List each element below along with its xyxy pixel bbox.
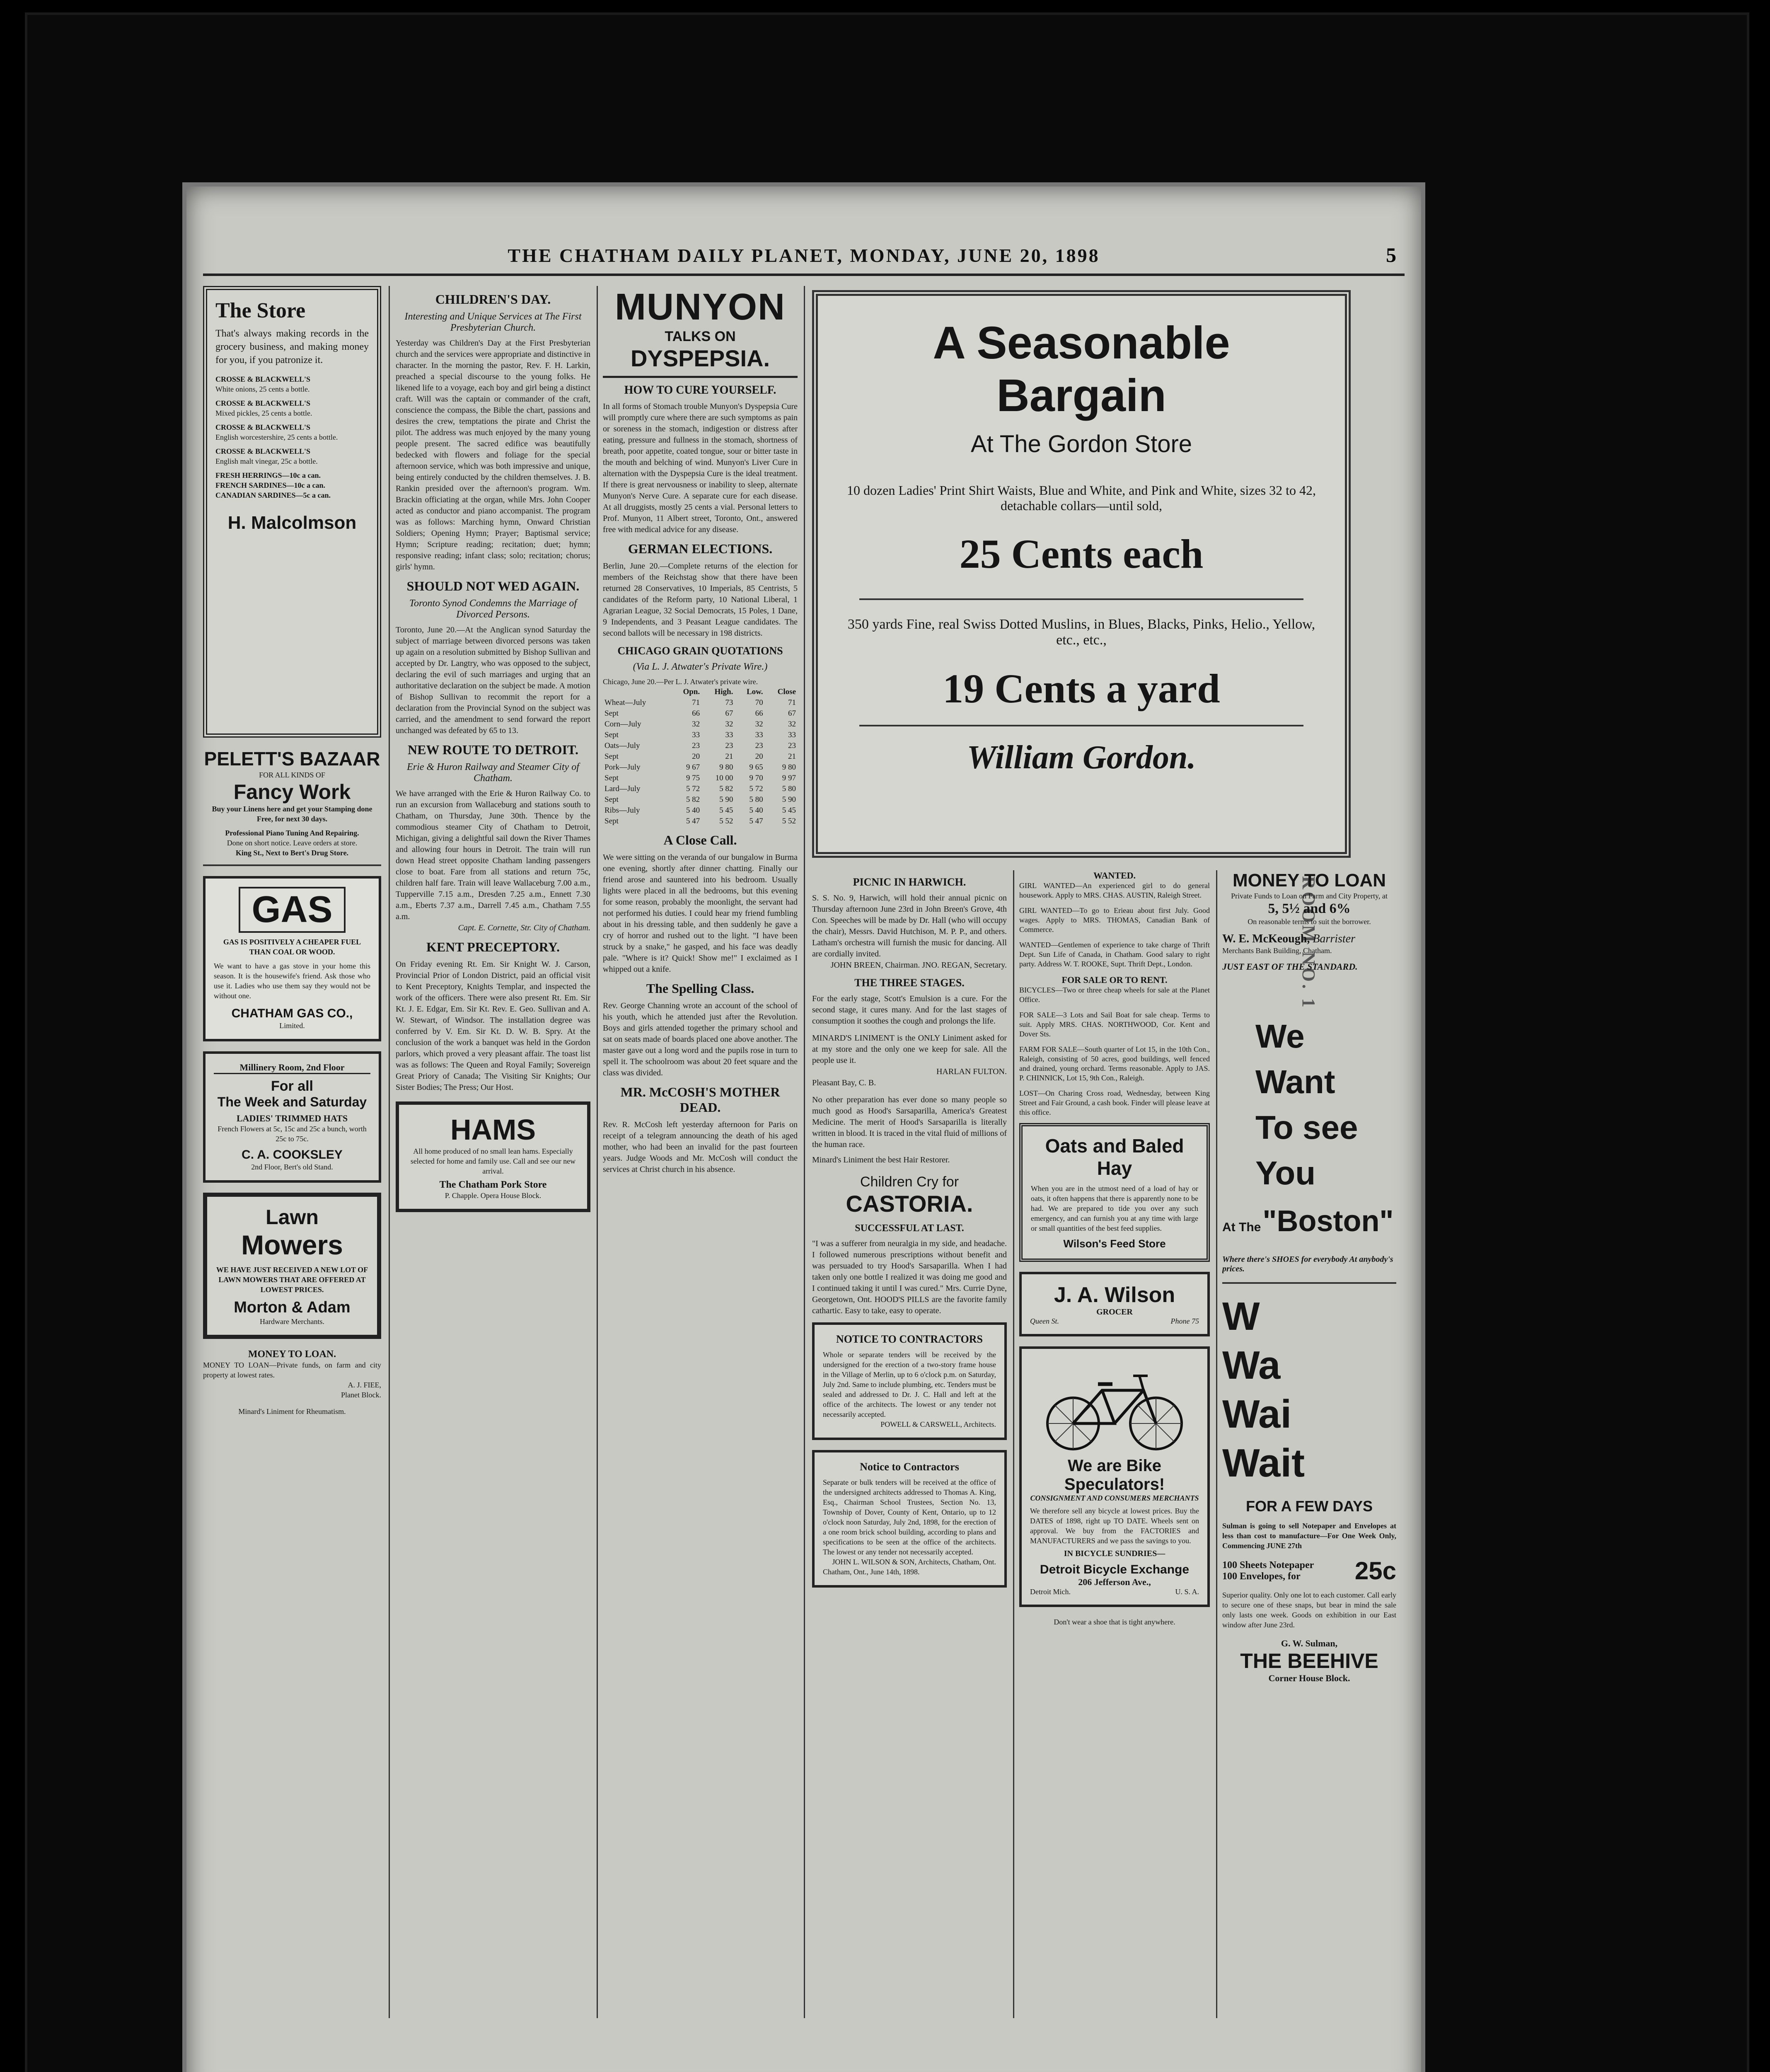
millinery-merchant: C. A. COOKSLEY	[242, 1148, 343, 1162]
table-cell: 20	[755, 752, 763, 761]
table-cell: 5 82	[719, 784, 733, 793]
table-cell: Sept	[605, 731, 619, 739]
store-item: Mixed pickles, 25 cents a bottle.	[215, 409, 312, 417]
table-cell: 5 80	[782, 784, 796, 793]
minard-place: Pleasant Bay, C. B.	[812, 1078, 876, 1087]
loan-address: Merchants Bank Building, Chatham.	[1222, 946, 1332, 955]
wait-price: 25c	[1354, 1557, 1396, 1585]
millinery-text: French Flowers at 5c, 15c and 25c a bunch, worth 25c to 75c.	[218, 1125, 367, 1143]
sale-item: FARM FOR SALE—South quarter of Lot 15, in the 10th Con., Raleigh, consisting of 50 acres, good buildings, well fenced and drained, young orchard. Terms reasonable. Apply to JAS. P. CHINNICK, Lot 15, 9th Con., Raleigh.	[1019, 1045, 1210, 1082]
loan-text: Private Funds to Loan on Farm and City Property, at	[1231, 892, 1388, 900]
grain-place: Chicago, June 20.—Per L. J. Atwater's private wire.	[603, 678, 758, 686]
oats-hay-ad	[1019, 1123, 1210, 1262]
oats-text: When you are in the utmost need of a load of hay or oats, it often happens that there is apparently none to be had. We are prepared to tide you over any such emergency, and can furnish you at any time with large or small quantities of the best feed supplies.	[1031, 1184, 1198, 1232]
hams-ad	[396, 1101, 590, 1212]
route-subhead: Erie & Huron Railway and Steamer City of Chatham.	[407, 762, 579, 784]
lawn-text: WE HAVE JUST RECEIVED A NEW LOT OF LAWN MOWERS THAT ARE OFFERED AT LOWEST PRICES.	[216, 1266, 368, 1294]
bargain-divider	[859, 598, 1303, 600]
table-cell: Pork—July	[605, 763, 641, 772]
minard-body: MINARD'S LINIMENT is the ONLY Liniment asked for at my store and the only one we keep for sale. All the people use it.	[812, 1034, 1007, 1065]
table-cell: Oats—July	[605, 741, 640, 750]
table-cell: 73	[725, 698, 733, 707]
notice2-headline: Notice to Contractors	[860, 1461, 959, 1473]
notice2-signature: JOHN L. WILSON & SON, Architects, Chatham, Ont.	[832, 1558, 996, 1566]
wait-offer-block	[1222, 1560, 1355, 1582]
bazaar-orders: Done on short notice. Leave orders at store.	[227, 839, 358, 847]
money-loan-small	[203, 1349, 381, 1416]
wilson-phone: Phone 75	[1170, 1317, 1199, 1325]
store-item: CROSSE & BLACKWELL'S	[215, 447, 311, 455]
table-cell: 9 65	[749, 763, 763, 772]
column-rule	[597, 286, 598, 2018]
table-cell: 5 82	[686, 795, 700, 804]
contractors-signature: POWELL & CARSWELL, Architects.	[880, 1420, 996, 1428]
hood-body: No other preparation has ever done so many people so much good as Hood's Sarsaparilla, America's Greatest Medicine. The merit of Hood's Sarsaparilla is literally written in blood. It is traced in the vital fluid of millions of the human race.	[812, 1095, 1007, 1149]
sale-item: BICYCLES—Two or three cheap wheels for sale at the Planet Office.	[1019, 986, 1210, 1004]
table-row	[603, 751, 798, 762]
table-row	[603, 794, 798, 805]
store-item: CROSSE & BLACKWELL'S	[215, 375, 311, 383]
bargain-line-2: 350 yards Fine, real Swiss Dotted Muslins, in Blues, Blacks, Pinks, Helio., Yellow, etc., etc.,	[847, 617, 1315, 648]
table-cell: 23	[692, 741, 700, 750]
munyon-topic: DYSPEPSIA.	[603, 345, 798, 378]
bargain-title: A Seasonable Bargain	[933, 317, 1230, 421]
table-cell: Corn—July	[605, 720, 641, 729]
sale-item: LOST—On Charing Cross road, Wednesday, between King Street and Fair Ground, a cash book. Finder will please leave at this office.	[1019, 1089, 1210, 1116]
table-cell: 9 70	[749, 774, 763, 782]
side-stamp: ROOM NO. 1	[1298, 876, 1319, 1010]
masthead-rule	[203, 274, 1405, 276]
bike-city: Detroit Mich.	[1030, 1588, 1071, 1596]
bike-note: Don't wear a shoe that is tight anywhere.	[1054, 1618, 1175, 1626]
munyon-talks: TALKS ON	[665, 329, 736, 344]
table-header: High.	[714, 687, 733, 696]
wilson-ad	[1019, 1272, 1210, 1336]
wanted-headline: WANTED.	[1093, 870, 1136, 881]
beehive-name: G. W. Sulman,	[1281, 1638, 1338, 1648]
table-cell: 33	[692, 731, 700, 739]
bike-exchange: Detroit Bicycle Exchange	[1040, 1563, 1190, 1576]
bike-subtitle: CONSIGNMENT AND CONSUMERS MERCHANTS	[1030, 1494, 1199, 1502]
route-body: We have arranged with the Erie & Huron Railway Co. to run an excursion from Wallaceburg and stations south to Chatham, on Thursday, June 30th. Thence by the commodious steamer City of Chatham to Detroit, Michigan, giving a delightful sail down the River Thames and allowing four hours in Detroit. The train will run down Head street opposite Chatham landing passengers close to boat. Fare from all stations and return 75c, children half fare. Train will leave Wallaceburg 7.00 a.m., Tupperville 7.15 a.m., Dresden 7.25 a.m., Ennett 7.30 a.m., Eberts 7.37 a.m., Darrell 7.45 a.m., Chatham 7.55 a.m.	[396, 789, 590, 921]
store-item: FRENCH SARDINES—10c a can.	[215, 481, 326, 489]
bike-sundries: IN BICYCLE SUNDRIES—	[1064, 1549, 1165, 1558]
store-item: CANADIAN SARDINES—5c a can.	[215, 491, 331, 499]
column-4	[812, 870, 1007, 2026]
success-headline: SUCCESSFUL AT LAST.	[855, 1223, 964, 1234]
table-cell: 66	[755, 709, 763, 718]
bike-address: 206 Jefferson Ave.,	[1078, 1577, 1151, 1587]
table-cell: 5 40	[686, 806, 700, 815]
wait-days: FOR A FEW DAYS	[1245, 1498, 1373, 1515]
table-cell: 23	[725, 741, 733, 750]
column-6	[1222, 870, 1396, 2026]
table-cell: Wheat—July	[605, 698, 646, 707]
wanted-item: GIRL WANTED—An experienced girl to do general housework. Apply to MRS. CHAS. AUSTIN, Raleigh Street.	[1019, 881, 1210, 899]
table-cell: 9 75	[686, 774, 700, 782]
table-header	[603, 687, 671, 697]
loan-barrister: Barrister	[1313, 932, 1355, 945]
wait-ad	[1222, 1292, 1396, 1684]
table-cell: 5 45	[782, 806, 796, 815]
store-item: FRESH HERRINGS—10c a can.	[215, 471, 321, 479]
notice2-date: Chatham, Ont., June 14th, 1898.	[823, 1568, 920, 1576]
oats-title: Oats and Baled Hay	[1045, 1135, 1184, 1179]
table-cell: 5 80	[749, 795, 763, 804]
wait-offer-row	[1222, 1556, 1396, 1585]
spell-body: Rev. George Channing wrote an account of the school of his youth, which he attended just after the Revolution. Boys and girls attended together the primary school and sat on seats made of boards placed one above another. The master gave out a long word and the pupils rose in turn to spell it. The schoolroom was about 20 feet square and the class was divided.	[603, 1001, 798, 1077]
loan-title: MONEY TO LOAN	[1233, 870, 1386, 891]
store-item: CROSSE & BLACKWELL'S	[215, 423, 311, 431]
beehive-address: Corner House Block.	[1268, 1673, 1350, 1683]
gas-limited: Limited.	[279, 1021, 305, 1030]
column-rule	[804, 286, 805, 2018]
table-cell: 21	[725, 752, 733, 761]
money-place: Planet Block.	[341, 1391, 381, 1399]
boston-name: "Boston"	[1262, 1205, 1394, 1238]
liniment-note: Minard's Liniment for Rheumatism.	[238, 1407, 346, 1416]
table-cell: 5 90	[782, 795, 796, 804]
table-row	[603, 697, 798, 708]
column-rule	[1013, 870, 1014, 2018]
table-row	[603, 741, 798, 751]
grain-subhead: (Via L. J. Atwater's Private Wire.)	[633, 661, 768, 672]
german-body: Berlin, June 20.—Complete returns of the election for members of the Reichstag show that there have been returned 28 Conservatives, 10 Imperials, 85 Centrists, 5 candidates of the Reform party, 10 National Liberal, 1 Agrarian League, 32 Social Democrats, 15 Poles, 1 Dane, 9 Independents, and 3 Peasant League candidates. The second ballots will be necessary in 198 districts.	[603, 562, 798, 638]
table-cell: 20	[692, 752, 700, 761]
bazaar-for: FOR ALL KINDS OF	[259, 771, 325, 779]
store-text: That's always making records in the grocery business, and making money for you, if you patronize it.	[215, 328, 369, 366]
picnic-headline: PICNIC IN HARWICH.	[853, 876, 966, 888]
gas-company: CHATHAM GAS CO.,	[231, 1007, 353, 1020]
minard-signature: HARLAN FULTON.	[936, 1067, 1007, 1076]
grain-table	[603, 687, 798, 827]
table-cell: 67	[725, 709, 733, 718]
boston-line: We	[1255, 1018, 1305, 1055]
bargain-store: At The Gordon Store	[970, 431, 1192, 457]
table-cell: Lard—July	[605, 784, 641, 793]
standard-note: JUST EAST OF THE STANDARD.	[1222, 961, 1358, 972]
oats-store: Wilson's Feed Store	[1063, 1237, 1166, 1250]
picnic-signature: JOHN BREEN, Chairman. JNO. REGAN, Secretary.	[830, 961, 1007, 970]
contractors-notice	[812, 1322, 1007, 1440]
wait-line: Wait	[1222, 1441, 1305, 1485]
loan-name-row	[1222, 932, 1396, 946]
table-cell: 5 40	[749, 806, 763, 815]
lawn-merchant: Morton & Adam	[234, 1299, 351, 1316]
millinery-for: For all	[271, 1078, 314, 1094]
table-cell: 5 72	[686, 784, 700, 793]
table-row	[603, 816, 798, 827]
hams-company: The Chatham Pork Store	[439, 1179, 547, 1190]
table-cell: 5 47	[749, 817, 763, 825]
gordon-bargain-ad	[812, 290, 1351, 858]
table-cell: 23	[788, 741, 796, 750]
lawn-title: Lawn	[266, 1205, 319, 1229]
table-cell: 5 72	[749, 784, 763, 793]
boston-ad	[1222, 1014, 1396, 1196]
mccosh-headline: MR. McCOSH'S MOTHER DEAD.	[620, 1084, 780, 1115]
lawn-mowers-ad	[203, 1193, 381, 1339]
bike-title: We are Bike Speculators!	[1064, 1457, 1165, 1493]
gas-text: We want to have a gas stove in your home this season. It is the housewife's friend. Ask those who use it. Ladies who use them say they would not be without one.	[214, 962, 370, 1000]
mccosh-body: Rev. R. McCosh left yesterday afternoon for Paris on receipt of a telegram announcing the death of his aged mother, who had been an invalid for the past fourteen years. Judge Woods and Mr. McCosh will conduct the services at Christ church in his absence.	[603, 1120, 798, 1174]
hams-text: All home produced of no small lean hams. Especially selected for home and family use. Call and see our new arrival.	[410, 1147, 576, 1175]
table-cell: Sept	[605, 817, 619, 825]
table-row	[603, 719, 798, 730]
bargain-divider	[859, 725, 1303, 726]
grain-table-body	[603, 697, 798, 827]
munyon-title: MUNYON	[615, 286, 786, 328]
money-title: MONEY TO LOAN.	[248, 1349, 336, 1360]
bazaar-tuning: Professional Piano Tuning And Repairing.	[225, 829, 359, 837]
boston-line: You	[1255, 1155, 1316, 1191]
sale-item: FOR SALE—3 Lots and Sail Boat for sale cheap. Terms to suit. Apply MRS. CHAS. NORTHWOOD, Cor. Kent and Dover Sts.	[1019, 1011, 1210, 1038]
bargain-line-1: 10 dozen Ladies' Print Shirt Waists, Blue and White, and Pink and White, sizes 32 to 42, detachable collars—until sold,	[847, 483, 1316, 513]
table-cell: 5 45	[719, 806, 733, 815]
bicycle-icon	[1040, 1361, 1189, 1452]
table-cell: 9 97	[782, 774, 796, 782]
wanted-item: GIRL WANTED—To go to Erieau about first July. Good wages. Apply to MRS. THOMAS, Canadian Bank of Commerce.	[1019, 906, 1210, 934]
bazaar-address: King St., Next to Bert's Drug Store.	[235, 849, 349, 857]
table-row	[603, 773, 798, 784]
column-5	[1019, 870, 1210, 2026]
money-text: MONEY TO LOAN—Private funds, on farm and city property at lowest rates.	[203, 1361, 381, 1379]
newspaper-page	[182, 182, 1425, 2072]
table-cell: 5 90	[719, 795, 733, 804]
page-number: 5	[1386, 243, 1396, 266]
lawn-merchant-sub: Hardware Merchants.	[260, 1317, 324, 1326]
millinery-title: Millinery Room, 2nd Floor	[214, 1062, 370, 1074]
column-rule	[1216, 870, 1217, 2018]
kent-body: On Friday evening Rt. Em. Sir Knight W. J. Carson, Provincial Prior of London District, paid an official visit to Kent Preceptory, Knights Templar, and inspected the work of the officers. There were also present Rt. Em. Sir Kt. J. E. Edgar, Em. Sir Kt. Rev. E. Geo. Sullivan and A. W. Stewart, of Windsor. The installation degree was conferred by V. Em. Sir Kt. D. W. B. Spry. At the conclusion of the work a banquet was held in the Gordon parlors, which proved a very pleasant affair. The toast list was as follows: The Queen and Royal Family; Sovereign Great Priory of Canada; The Visiting Sir Knights; Our Sister Bodies; The Press; Our Host.	[396, 960, 590, 1092]
childrens-headline: CHILDREN'S DAY.	[435, 292, 551, 307]
column-3	[603, 286, 798, 2026]
table-row	[603, 805, 798, 816]
wed-subhead: Toronto Synod Condemns the Marriage of Divorced Persons.	[409, 598, 577, 620]
table-cell: 5 52	[782, 817, 796, 825]
bike-text: We therefore sell any bicycle at lowest prices. Buy the DATES of 1898, right up TO DATE. Wheels sent on approval. We buy from the FACTORIES and MANUFACTURERS and we pass the savings to you.	[1030, 1507, 1199, 1545]
castoria-cry: Children Cry for	[860, 1174, 959, 1190]
childrens-body: Yesterday was Children's Day at the First Presbyterian church and the services were appropriate and distinctive in character. In the morning the pastor, Rev. F. H. Larkin, preached a special discourse to the young folks. He likened life to a voyage, each boy and girl being a distinct craft. Will was the captain or commander of the craft, conscience the compass, the Bible the chart, passions and desires the crew, temptations the pirate and Christ the pilot. The address was much enjoyed by the many young people present. The sacred edifice was beautifully bedecked with flowers and foliage for the special afternoon service, which was both impressive and unique, being entirely conducted by the children themselves. J. B. Rankin presided over the afternoon's program. Wm. Brackin officiating at the organ, while Mrs. John Cooper acted as conductor and piano accompanist. The program was as follows: Marching hymn, Onward Christian Soldiers; Opening Hymn; Prayer; Baptismal service; Hymn; Scripture reading; recitation; duet; hymn; responsive reading; infant class; solo; recitation; chorus; girls' hymn.	[396, 339, 590, 571]
table-cell: 33	[755, 731, 763, 739]
table-header: Low.	[746, 687, 763, 696]
munyon-cure: HOW TO CURE YOURSELF.	[624, 384, 776, 397]
wait-line: Wa	[1222, 1343, 1281, 1387]
castoria-title: CASTORIA.	[846, 1191, 973, 1217]
table-cell: 9 80	[782, 763, 796, 772]
wilson-address: Queen St.	[1030, 1317, 1059, 1325]
table-cell: 33	[725, 731, 733, 739]
contractors-notice-2	[812, 1450, 1007, 1588]
boston-tagline: Where there's SHOES for everybody At anybody's prices.	[1222, 1255, 1396, 1284]
sale-headline: FOR SALE OR TO RENT.	[1062, 975, 1168, 985]
store-signature: H. Malcolmson	[227, 513, 357, 533]
wait-offer-line: 100 Sheets Notepaper	[1222, 1559, 1314, 1571]
column-1	[203, 286, 381, 2026]
millinery-hats: LADIES' TRIMMED HATS	[236, 1113, 348, 1123]
table-row	[603, 762, 798, 773]
masthead: THE CHATHAM DAILY PLANET, MONDAY, JUNE 20, 1898	[508, 245, 1100, 266]
store-item: White onions, 25 cents a bottle.	[215, 385, 310, 393]
bargain-price-2: 19 Cents a yard	[943, 666, 1220, 712]
call-body: We were sitting on the veranda of our bungalow in Burma one evening, shortly after dinner chatting. Finally our friend arose and sauntered into his bedroom. Usually lights were placed in all the bedrooms, but this evening for some reason, probably the moonlight, the servant had not performed his duties. I could hear my friend fumbling about in his dressing table, and then suddenly he gave a cry of horror and rushed out to the light. "I have been struck by a snake," he gasped, and his face was deadly pale. "Where is it? Quick! Show me!" I exclaimed as I whipped out a knife.	[603, 853, 798, 974]
table-cell: Sept	[605, 774, 619, 782]
table-cell: 23	[755, 741, 763, 750]
table-header-row	[603, 687, 798, 697]
table-cell: Sept	[605, 795, 619, 804]
bike-ad	[1019, 1346, 1210, 1607]
table-cell: 71	[788, 698, 796, 707]
wanted-item: WANTED—Gentlemen of experience to take charge of Thrift Dept. Sun Life of Canada, in Chatham. Good salary to right party. Address W. T. ROOKE, Supt. Thrift Dept., London.	[1019, 941, 1210, 968]
table-cell: 21	[788, 752, 796, 761]
boston-line: To see	[1255, 1109, 1358, 1146]
loan-terms: On reasonable terms to suit the borrower.	[1248, 917, 1371, 926]
wilson-name: J. A. Wilson	[1054, 1283, 1175, 1307]
success-body: "I was a sufferer from neuralgia in my side, and headache. I followed numerous prescriptions without benefit and was persuaded to try Hood's Sarsaparilla. When I had taken only one bottle I realized it was doing me good and I continued taking it until I was cured." Mrs. Currie Dyne, Georgetown, Ont. HOOD'S PILLS are the favorite family cathartic. Easy to take, easy to operate.	[812, 1239, 1007, 1315]
kent-headline: KENT PRECEPTORY.	[426, 939, 560, 954]
wed-headline: SHOULD NOT WED AGAIN.	[406, 579, 580, 593]
table-cell: 32	[692, 720, 700, 729]
money-name: A. J. FIEE,	[348, 1381, 381, 1389]
wait-text: Sulman is going to sell Notepaper and Envelopes at less than cost to manufacture—For One Week Only, Commencing JUNE 27th	[1222, 1522, 1396, 1550]
notice2-body: Separate or bulk tenders will be received at the office of the undersigned architects addressed to Thomas A. King, Esq., Chairman School Trustees, Section No. 13, Township of Dover, County of Kent, Ontario, up to 12 o'clock noon Saturday, July 2nd, 1898, for the erection of a one room brick school building, according to plans and specifications to be seen at the office of the architects. The lowest or any tender not necessarily accepted.	[823, 1478, 996, 1556]
picnic-body: S. S. No. 9, Harwich, will hold their annual picnic on Thursday afternoon June 23rd in John Breen's Grove, 4th Con. Speeches will be made by Dr. Hall (who will occupy the chair), Messrs. David Hutchison, M. P. P., and others. Latham's orchestra will furnish the music for dancing. All are cordially invited.	[812, 893, 1007, 959]
gas-ad	[203, 876, 381, 1041]
wilson-address-row	[1030, 1317, 1199, 1326]
millinery-address: 2nd Floor, Bert's old Stand.	[251, 1163, 333, 1171]
table-cell: 5 47	[686, 817, 700, 825]
hams-address: P. Chapple. Opera House Block.	[445, 1191, 542, 1200]
bazaar-fancy: Fancy Work	[233, 780, 351, 804]
bazaar-text: Buy your Linens here and get your Stamping done Free, for next 30 days.	[212, 805, 372, 823]
loan-rates: 5, 5½ and 6%	[1268, 901, 1351, 916]
table-cell: Ribs—July	[605, 806, 640, 815]
table-cell: 32	[755, 720, 763, 729]
call-headline: A Close Call.	[663, 833, 737, 847]
table-header: Opn.	[683, 687, 700, 696]
hair-note: Minard's Liniment the best Hair Restorer.	[812, 1155, 950, 1164]
route-headline: NEW ROUTE TO DETROIT.	[408, 742, 578, 757]
table-cell: 71	[692, 698, 700, 707]
malcolmson-ad	[203, 286, 381, 738]
table-cell: 70	[755, 698, 763, 707]
loan-name: W. E. McKeough,	[1222, 932, 1310, 945]
route-signature: Capt. E. Cornette, Str. City of Chatham.	[458, 923, 590, 932]
boston-line: Want	[1255, 1063, 1335, 1100]
store-title: The Store	[215, 299, 306, 322]
table-cell: Sept	[605, 752, 619, 761]
bazaar-ad	[203, 748, 381, 866]
table-cell: 10 00	[715, 774, 733, 782]
beehive-title: THE BEEHIVE	[1240, 1649, 1378, 1673]
table-row	[603, 708, 798, 719]
store-item: English malt vinegar, 25c a bottle.	[215, 457, 318, 465]
table-cell: 33	[788, 731, 796, 739]
store-item-list	[215, 374, 369, 500]
contractors-body: Whole or separate tenders will be received by the undersigned for the erection of a two-story frame house in the Village of Merlin, up to 6 o'clock p.m. on Saturday, July 2nd. Same to include plumbing, etc. Tenders must be sealed and addressed to Dr. J. C. Hall and left at the office of the architects. The lowest or any tender not necessarily accepted.	[823, 1351, 996, 1418]
lawn-title-2: Mowers	[241, 1230, 343, 1260]
grain-headline: CHICAGO GRAIN QUOTATIONS	[617, 645, 783, 657]
munyon-body: In all forms of Stomach trouble Munyon's Dyspepsia Cure will promptly cure where there are such symptoms as pain or soreness in the stomach, indigestion or distress after eating, pressure and fullness in the stomach, shortness of breath, poor appetite, coated tongue, sour or bitter taste in the mouth and belching of wind. Munyon's Liver Cure in alternation with the Dyspepsia Cure is the ideal treatment. If there is great nervousness or inability to sleep, alternate Munyon's Nerve Cure. A separate cure for each disease. At all druggists, mostly 25 cents a vial. Personal letters to Prof. Munyon, 11 Albert street, Toronto, Ont., answered free with medical advice for any disease.	[603, 402, 798, 534]
column-rule	[389, 286, 390, 2018]
store-item: English worcestershire, 25 cents a bottle.	[215, 433, 338, 441]
stages-headline: THE THREE STAGES.	[854, 977, 965, 989]
hams-title: HAMS	[450, 1113, 536, 1146]
millinery-ad	[203, 1051, 381, 1183]
column-2	[396, 286, 590, 2026]
german-headline: GERMAN ELECTIONS.	[628, 541, 773, 556]
boston-name-row	[1222, 1204, 1396, 1238]
wed-body: Toronto, June 20.—At the Anglican synod Saturday the subject of marriage between divorced persons was taken up again on a resolution submitted by Bishop Sullivan and accepted by Dr. Langtry, who was opposed to the subject, declaring the evil of such marriages and urging that an authoritative declaration on the subject be made. A motion of Bishop Sullivan to recommit the report for a declaration from the Provincial Synod on the subject was carried, and the amendment to send forward the report unchanged was defeated by 65 to 13.	[396, 625, 590, 735]
gas-subtitle: GAS IS POSITIVELY A CHEAPER FUEL THAN COAL OR WOOD.	[223, 938, 361, 956]
contractors-headline: NOTICE TO CONTRACTORS	[836, 1333, 983, 1345]
bazaar-title: PELETT'S BAZAAR	[204, 748, 380, 770]
table-cell: 67	[788, 709, 796, 718]
wait-offer-line: 100 Envelopes, for	[1222, 1571, 1301, 1582]
gas-title: GAS	[239, 887, 346, 933]
bike-country: U. S. A.	[1175, 1588, 1199, 1596]
store-item: CROSSE & BLACKWELL'S	[215, 399, 311, 407]
bargain-signature: William Gordon.	[967, 739, 1196, 776]
table-row	[603, 730, 798, 741]
table-header: Close	[777, 687, 796, 696]
table-cell: 9 67	[686, 763, 700, 772]
wilson-trade: GROCER	[1096, 1307, 1133, 1317]
table-cell: 5 52	[719, 817, 733, 825]
childrens-subhead: Interesting and Unique Services at The First Presbyterian Church.	[404, 311, 582, 333]
millinery-week: The Week and Saturday	[217, 1094, 367, 1109]
stages-body: For the early stage, Scott's Emulsion is a cure. For the second stage, it cures many. And for the last stages of consumption it soothes the cough and prolongs the life.	[812, 994, 1007, 1026]
table-cell: 32	[725, 720, 733, 729]
table-cell: 66	[692, 709, 700, 718]
table-cell: 9 80	[719, 763, 733, 772]
wait-line: W	[1222, 1294, 1260, 1339]
table-cell: Sept	[605, 709, 619, 718]
wait-note: Superior quality. Only one lot to each customer. Call early to secure one of these snaps, but bear in mind the sale only lasts one week. Goods on exhibition in our East window after June 23rd.	[1222, 1591, 1396, 1629]
wait-line: Wai	[1222, 1392, 1292, 1436]
table-cell: 32	[788, 720, 796, 729]
spell-headline: The Spelling Class.	[646, 981, 754, 996]
table-row	[603, 784, 798, 794]
bargain-price-1: 25 Cents each	[959, 531, 1204, 577]
boston-at: At The	[1222, 1220, 1261, 1234]
bike-city-row	[1030, 1588, 1199, 1596]
